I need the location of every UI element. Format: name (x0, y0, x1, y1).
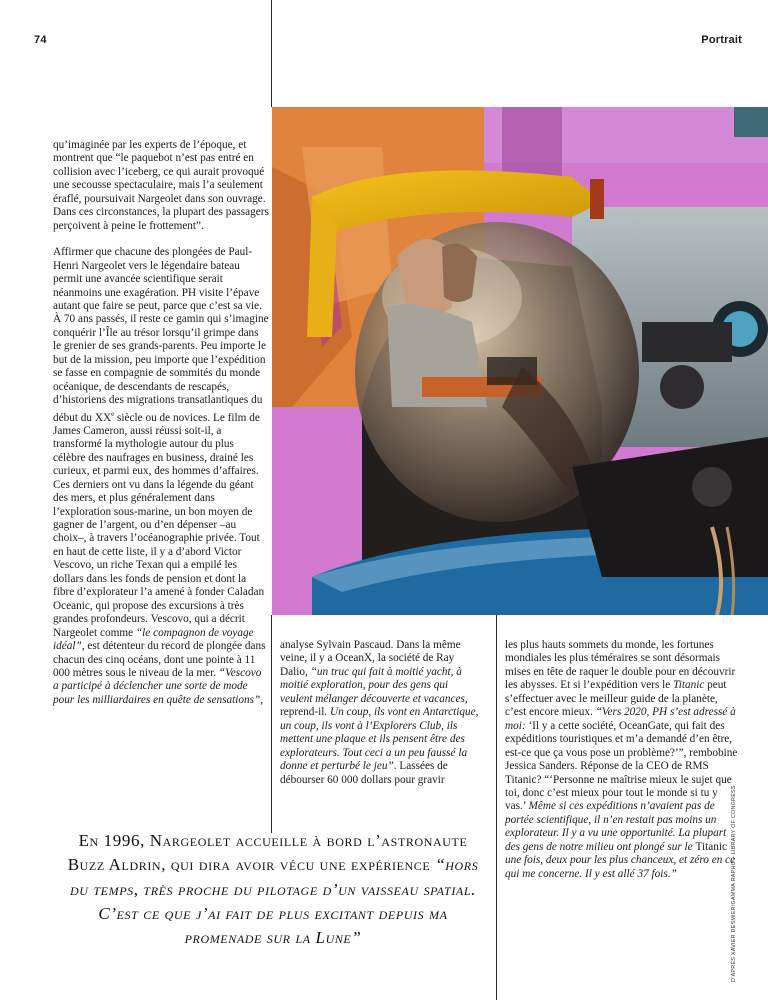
paragraph: les plus hauts sommets du monde, les fortunes mondiales les plus téméraires se sont désormais mises en tête de raquer le double pour en découvrir les abysses. Et si l’expédition vers le Titanic peut s’effectuer avec le meilleur guide de la planète, c’est encore mieux. “Vers 2020, PH s’est adressé à moi: ‘Il y a cette société, OceanGate, qui fait des expéditions touristiques et m’a demandé d’en être, est-ce que ça vous pose un problème?’”, rembobine Jessica Sanders. Réponse de la CEO de RMS Titanic? “‘Personne ne maîtrise mieux le sujet que toi, donc c’est mieux pour tout le monde si tu y vas.’ Même si ces expéditions n’avaient pas de portée scientifique, il n’en restait pas moins un explorateur. Il y a vu une opportunité. La plupart des gens de notre milieu ont plongé sur le Titanic une fois, deux pour les plus chanceux, et zéro en ce qui me concerne. Il y est allé 37 fois.” (505, 639, 738, 880)
paragraph: qu’imaginée par les experts de l’époque, et montrent que “le paquebot n’est pas entré en collision avec l’iceberg, ce qui aurait provoqué une secousse spectaculaire, mais l’a seulement éraflé, poursuivait Nargeolet dans son ouvrage. Dans ces circonstances, la plupart des passagers perçoivent à peine le frottement”. (53, 139, 269, 232)
text-column-2 (280, 639, 480, 787)
paragraph: Affirmer que chacune des plongées de Paul-Henri Nargeolet vers le légendaire bateau permit une avancée scientifique serait néanmoins une exagération. PH visite l’épave autant que faire se peut, parce que c’est sa vie. À 70 ans passés, il reste ce gamin qui s’imagine conquérir l’Île au trésor lorsqu’il grimpe dans le grenier de ses grands-parents. Peu importe le but de la mission, peu importe que l’expédition se fasse en compagnie de sommités du monde océanique, de descendants de rescapés, d’historiens des migrations transatlantiques du début du XXe siècle ou de novices. Le film de James Cameron, aussi réussi soit-il, a transformé la mythologie autour du plus célèbre des naufrages en business, drainé les curieux, et parmi eux, des hommes d’affaires. Ces derniers ont vu dans la légende du géant des mers, et plus généralement dans l’exploration sous-marine, un bon moyen de gagner de l’argent, ou d’en dépenser –au choix–, à travers l’océanographie privée. Tout en haut de cette liste, il y a d’abord Victor Vescovo, un riche Texan qui a empilé les dollars dans les fonds de pension et dont la fibre d’explorateur l’a amené à fonder Caladan Oceanic, qui propose des excursions à très grandes profondeurs. Vescovo, qui a décrit Nargeolet comme “le compagnon de voyage idéal”, est détenteur du record de plongée dans chacun des cinq océans, dont une pointe à 11 000 mètres sous le niveau de la mer. “Vescovo a participé à déclencher une sorte de mode pour les milliardaires en quête de sensations”, (53, 246, 269, 706)
submersible-photo (272, 107, 768, 615)
paragraph: analyse Sylvain Pascaud. Dans la même veine, il y a OceanX, la société de Ray Dalio, “un truc qui fait à moitié yacht, à moitié exploration, pour des gens qui veulent mélanger découverte et vacances, reprend-il. Un coup, ils vont en Antarctique, un coup, ils vont à l’Explorers Club, ils mettent une plaque et ils pensent être des explorateurs. Tout ceci a un peu faussé la donne et perturbé le jeu”. Lassées de débourser 60 000 dollars pour gravir (280, 639, 479, 786)
column-rule-right (496, 615, 497, 1000)
text-column-1 (53, 139, 269, 707)
page-number: 74 (34, 34, 47, 46)
section-label: Portrait (701, 34, 742, 46)
text-column-3 (505, 639, 741, 881)
column-rule-left (271, 615, 272, 833)
photo-credit: D’APRÈS XAVIER DESMIER/GAMMA RAPHO – LIBRARY OF CONGRESS (731, 785, 737, 982)
column-rule-top (271, 0, 272, 107)
pull-quote: En 1996, Nargeolet accueille à bord l’astronaute Buzz Aldrin, qui dira avoir vécu une expérience “hors du temps, très proche du pilotage d’un vaisseau spatial. C’est ce que j’ai fait de plus excitant depuis ma promenade sur la Lune” (67, 831, 479, 948)
